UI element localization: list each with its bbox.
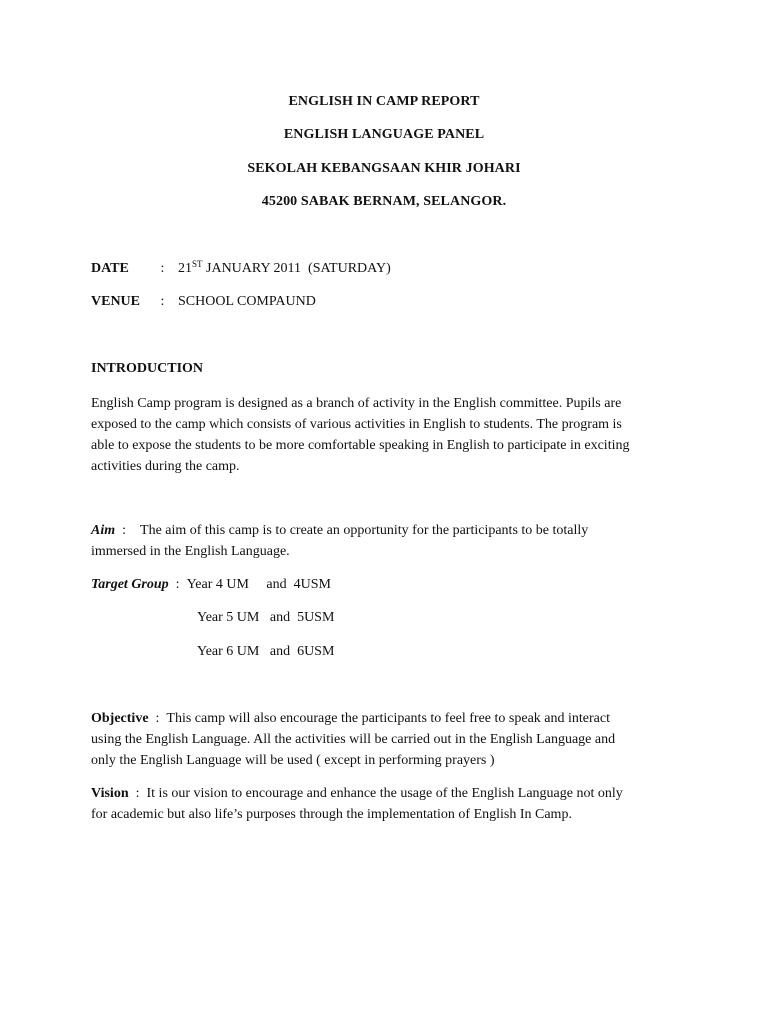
objective-line-1 xyxy=(91,708,691,729)
target-group-label: Target Group xyxy=(91,577,169,592)
objective-line-2: using the English Language. All the activities will be carried out in the English Language and xyxy=(91,732,616,747)
target-group-item: Year 6 UM and 6USM xyxy=(197,644,335,659)
aim-label: Aim xyxy=(91,523,116,538)
date-label: DATE xyxy=(91,261,129,276)
vision-line-1 xyxy=(91,783,691,804)
objective-line-3: only the English Language will be used ( except in performing prayers ) xyxy=(91,753,495,768)
vision-separator: : xyxy=(135,786,140,801)
introduction-paragraph xyxy=(91,393,691,477)
target-group-item-row xyxy=(197,610,334,626)
introduction-line: English Camp program is designed as a branch of activity in the English committee. Pupils are xyxy=(91,396,622,411)
target-group-item-row xyxy=(197,644,334,660)
vision-line-2: for academic but also life’s purposes through the implementation of English In Camp. xyxy=(91,807,572,822)
venue-row xyxy=(91,294,316,310)
introduction-line: able to expose the students to be more comfortable speaking in English to participate in exciting xyxy=(91,438,630,453)
school-name: SEKOLAH KEBANGSAAN KHIR JOHARI xyxy=(247,161,521,176)
vision-text: It is our vision to encourage and enhance the usage of the English Language not only xyxy=(146,786,623,801)
venue-label: VENUE xyxy=(91,294,141,309)
target-group-item: Year 5 UM and 5USM xyxy=(197,610,335,625)
date-rest: JANUARY 2011 (SATURDAY) xyxy=(202,261,391,276)
date-day: 21 xyxy=(178,261,192,276)
introduction-line: activities during the camp. xyxy=(91,459,240,474)
aim-separator: : xyxy=(122,523,127,538)
objective-paragraph xyxy=(91,708,691,771)
objective-label: Objective xyxy=(91,711,149,726)
report-title: ENGLISH IN CAMP REPORT xyxy=(288,94,480,109)
date-value xyxy=(178,261,391,276)
target-group-item: Year 4 UM and 4USM xyxy=(186,577,331,592)
school-address: 45200 SABAK BERNAM, SELANGOR. xyxy=(261,194,507,209)
vision-label: Vision xyxy=(91,786,129,801)
date-ordinal-suffix: ST xyxy=(192,259,203,269)
date-row xyxy=(91,261,391,277)
objective-text: This camp will also encourage the participants to feel free to speak and interact xyxy=(166,711,610,726)
aim-text: The aim of this camp is to create an opportunity for the participants to be totally xyxy=(140,523,589,538)
introduction-heading: INTRODUCTION xyxy=(91,361,204,376)
vision-paragraph xyxy=(91,783,691,825)
objective-separator: : xyxy=(155,711,160,726)
aim-paragraph xyxy=(91,520,691,562)
date-separator: : xyxy=(160,261,165,276)
introduction-line: exposed to the camp which consists of various activities in English to students. The program is xyxy=(91,417,622,432)
venue-separator: : xyxy=(160,294,165,309)
target-group-separator: : xyxy=(175,577,180,592)
target-group-row xyxy=(91,577,331,593)
venue-value: SCHOOL COMPAUND xyxy=(178,294,316,309)
aim-line-2: immersed in the English Language. xyxy=(91,544,290,559)
aim-line-1 xyxy=(91,520,691,541)
panel-name: ENGLISH LANGUAGE PANEL xyxy=(283,127,485,142)
